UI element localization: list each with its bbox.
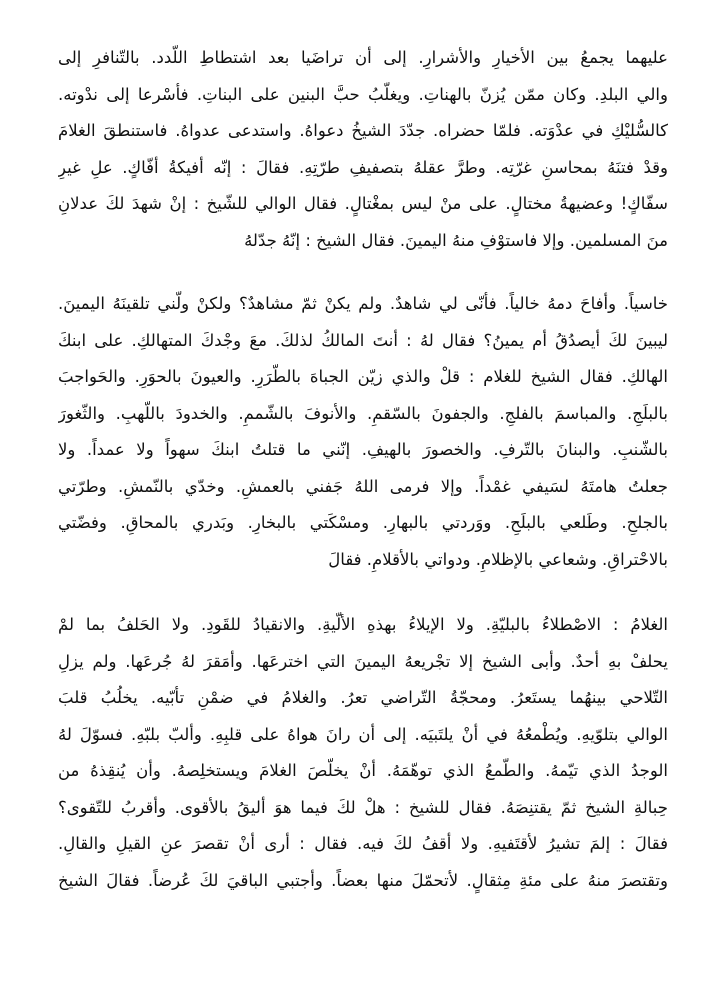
text-line: بالجلحِ. وطَلعي بالبلَحِ. ووَردتي بالبهارِ. ومسْكَتي بالبخارِ. وبَدري بالمحاقِ. وفضّتي [58, 513, 668, 532]
text-line: الوالي بتلوّيهِ. ويُطْمعُهُ في أنْ يلتَبيَه. إلى أن رانَ هواهُ على قلبِهِ. وألبّ بلبّهِ. فسوّلَ لهُ [58, 724, 668, 744]
text-line: عليهما يجمعُ بين الأخيارِ والأشرارِ. إلى أن تراضَيا بعد اشتطاطِ اللّدد. بالتّنافرِ إلى [58, 48, 668, 67]
text-line: بالشّنبِ. والبنانَ بالتّرفِ. والخصورَ بالهيفِ. إنّني ما قتلتُ ابنكَ سهواً ولا عمداً. ولا [58, 440, 668, 459]
text-line: بالاحْتراقِ. وشعاعي بالإظلامِ. ودواتي بالأقلامِ. فقالَ [328, 549, 668, 569]
text-line: التّلاحي بينهُما يستَعرُ. ومحجّةُ التّراضي تعرُ. والغلامُ في ضمْنِ تأبّيه. يخلُبُ قلبَ [58, 688, 668, 707]
text-line: حِبالةِ الشيخ ثمّ يقتنِصَهُ. فقال للشيخ : هلْ لكَ فيما هوَ أليقُ بالأقوى. وأقربُ للتّقوى؟ [58, 797, 668, 817]
text-line: خاسياً. وأفاحَ دمهُ خالياً. فأنّى لي شاهدٌ. ولم يكنْ ثمّ مشاهدٌ؟ ولكنْ ولّني تلقينَهُ اليمينَ. [58, 294, 668, 313]
text-line: منَ المسلمين. وإلا فاستوْفِ منهُ اليمينَ. فقال الشيخ : إنّهُ جدّلهُ [244, 230, 668, 250]
text-line: ليبينَ لكَ أيصدُقُ أم يمينُ؟ فقال لهُ : أنتَ المالكُ لذلكَ. معَ وجْدكَ المتهالكِ. على ابنكَ [58, 330, 668, 350]
text-line: الوجدُ الذي تيّمهُ. والطّمعُ الذي توهّمَهُ. أنْ يخلّصَ الغلامَ ويستخلِصهُ. وأن يُنقِذهُ من [58, 761, 668, 780]
paragraph-3 [58, 607, 668, 899]
text-line: فقالَ : إلمَ تشيرُ لأقتَفيهِ. ولا أقفُ لكَ فيه. فقال : أرى أنْ تقصرَ عنِ القيلِ والقالِ. [58, 834, 668, 853]
text-line: وقدْ فتنَهُ بمحاسنِ غرّتِه. وطرَّ عقلهُ بتصفيفِ طرّتِهِ. فقالَ : إنّه أفيكةُ أفّاكٍ. علِ غيرِ [58, 157, 668, 177]
text-line: الهالكِ. فقال الشيخ للغلام : قلْ والذي زيّن الجباهَ بالطّرَرِ. والعيونَ بالحوَرِ. والحَواجبَ [58, 367, 668, 386]
paragraph-1 [58, 40, 668, 259]
text-line: كالسُّليْكِ في عدْوَته. فلمّا حضراه. جدّدَ الشيخُ دعواهُ. واستدعى عدواهُ. فاستنطقَ الغلامَ [58, 121, 668, 140]
text-line: سفّاكٍ! وعضيهةُ مختالٍ. على منْ ليس بمغْتالٍ. فقال الوالي للشّيخ : إنْ شهدَ لكَ عدلانِ [58, 194, 668, 213]
text-line: جعلتُ هامتَهُ لسَيفي غمْداً. وإلا فرمى اللهُ جَفني بالعمشِ. وخدّي بالنّمشِ. وطرّتي [58, 476, 668, 496]
text-line: والي البلدِ. وكان ممّن يُزنّ بالهناتِ. ويغلّبُ حبَّ البنين على البناتِ. فأسْرعا إلى ندْوته. [58, 84, 668, 104]
text-line: يحلفْ بهِ أحدٌ. وأبى الشيخ إلا تجْريعهُ اليمينَ التي اخترعَها. وأمَقرَ لهُ جُرعَها. ولم يزلِ [58, 651, 668, 671]
text-line: الغلامُ : الاصْطلاءُ بالبليّةِ. ولا الإيلاءُ بهذهِ الألّيةِ. والانقيادُ للقَودِ. ولا الحَلفُ بما لمْ [58, 615, 668, 634]
text-line: وتقتصرَ منهُ على مئةِ مِثقالٍ. لأتحمّلَ منها بعضاً. وأجتبي الباقيَ لكَ عُرضاً. فقالَ الشيخ [58, 870, 668, 890]
paragraph-2 [58, 286, 668, 578]
text-line: بالبلَجِ. والمباسمَ بالفلجِ. والجفونَ بالسّقمِ. والأنوفَ بالشّممِ. والخدودَ باللّهبِ. والثّغورَ [58, 403, 668, 423]
